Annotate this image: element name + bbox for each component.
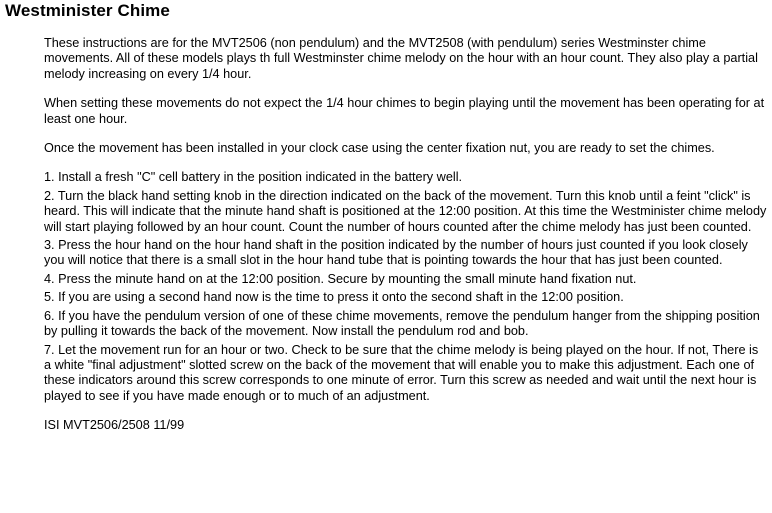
page-title: Westminister Chime (5, 1, 170, 20)
step-2: 2. Turn the black hand setting knob in the direction indicated on the back of the movement. Turn this knob until a feint "click" is heard. This will indicate that the minute hand shaft is positioned at the 12:00 position. At this time the Westminister chime melody will start playing followed by an hour count. Count the number of hours counted after the chime melody has just been counted. (44, 188, 767, 234)
intro-paragraph: When setting these movements do not expect the 1/4 hour chimes to begin playing until the movement has been operating for at least one hour. (44, 96, 765, 126)
step-5: 5. If you are using a second hand now is the time to press it onto the second shaft in the 12:00 position. (44, 290, 624, 305)
step-1: 1. Install a fresh "C" cell battery in the position indicated in the battery well. (44, 170, 463, 185)
step-6: 6. If you have the pendulum version of one of these chime movements, remove the pendulum hanger from the shipping position by pulling it towards the back of the movement. Now install the pendulum rod and bob. (44, 308, 760, 339)
step-3: 3. Press the hour hand on the hour hand shaft in the position indicated by the number of hours just counted if you look closely you will notice that there is a small slot in the hour hand tube that is pointing towards the hour that has just been counted. (44, 238, 748, 268)
document-footer: ISI MVT2506/2508 11/99 (44, 418, 185, 433)
instructions-body (44, 36, 768, 434)
intro-paragraph: These instructions are for the MVT2506 (non pendulum) and the MVT2508 (with pendulum) series Westminster chime movements. All of these models plays th full Westminster chime melody on the hour with an hour count. They also play a partial melody increasing on every 1/4 hour. (44, 36, 758, 81)
step-4: 4. Press the minute hand on at the 12:00 position. Secure by mounting the small minute hand fixation nut. (44, 271, 637, 286)
intro-paragraph: Once the movement has been installed in your clock case using the center fixation nut, you are ready to set the chimes. (44, 141, 715, 156)
step-7: 7. Let the movement run for an hour or two. Check to be sure that the chime melody is being played on the hour. If not, There is a white "final adjustment" slotted screw on the back of the movement that will enable you to make this adjustment. Each one of these indicators around this screw corresponds to one minute of error. Turn this screw as needed and wait until the next hour is played to see if you have made enough or to much of an adjustment. (44, 342, 759, 403)
